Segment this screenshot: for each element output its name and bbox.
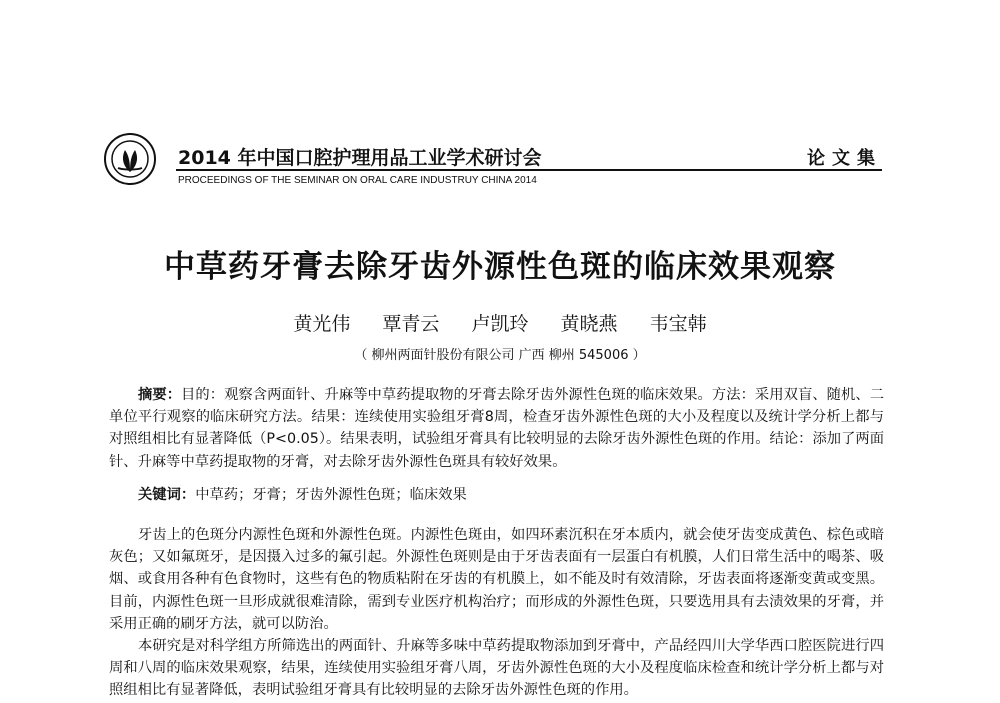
affiliation: （ 柳州两面针股份有限公司 广西 柳州 545006 ）	[354, 348, 646, 363]
author: 韦宝韩	[649, 313, 707, 335]
keywords-label: 关键词：	[138, 487, 196, 503]
header-divider	[176, 169, 882, 171]
author: 覃青云	[382, 313, 440, 335]
abstract-text: 目的：观察含两面针、升麻等中草药提取物的牙膏去除牙齿外源性色斑的临床效果。方法：采用双盲、随机、二单位平行观察的临床研究方法。结果：连续使用实验组牙膏8周，检查牙齿外源性色斑的大小及程度以及统计学分析上都与对照组相比有显著降低（P<0.05）。结果表明，试验组牙膏具有比较明显的去除牙齿外源性色斑的作用。结论：添加了两面针、升麻等中草药提取物的牙膏，对去除牙齿外源性色斑具有较好效果。	[109, 387, 885, 470]
keywords	[109, 484, 884, 506]
keywords-text: 中草药；牙膏；牙齿外源性色斑；临床效果	[195, 487, 467, 503]
section-label: 论文集	[807, 148, 882, 169]
abstract-label: 摘要：	[138, 387, 182, 403]
author: 黄光伟	[293, 313, 351, 335]
author: 卢凯玲	[471, 313, 529, 335]
abstract	[109, 384, 884, 473]
conference-subtitle: PROCEEDINGS OF THE SEMINAR ON ORAL CARE INDUSTRUY CHINA 2014	[178, 175, 537, 186]
paragraph: 本研究是对科学组方所筛选出的两面针、升麻等多味中草药提取物添加到牙膏中，产品经四川大学华西口腔医院进行四周和八周的临床效果观察，结果，连续使用实验组牙膏八周，牙齿外源性色斑的大小及程度临床检查和统计学分析上都与对照组相比有显著降低，表明试验组牙膏具有比较明显的去除牙齿外源性色斑的作用。	[109, 638, 884, 699]
author-list	[0, 309, 1000, 336]
paper-title: 中草药牙膏去除牙齿外源性色斑的临床效果观察	[164, 249, 836, 285]
conference-logo-icon	[103, 132, 157, 186]
body-text	[109, 524, 884, 702]
conference-title: 2014 年中国口腔护理用品工业学术研讨会	[178, 147, 542, 169]
author: 黄晓燕	[560, 313, 618, 335]
paragraph: 牙齿上的色斑分内源性色斑和外源性色斑。内源性色斑由，如四环素沉积在牙本质内，就会使牙齿变成黄色、棕色或暗灰色；又如氟斑牙，是因摄入过多的氟引起。外源性色斑则是由于牙齿表面有一层蛋白有机膜，人们日常生活中的喝茶、吸烟、或食用各种有色食物时，这些有色的物质粘附在牙齿的有机膜上，如不能及时有效清除，牙齿表面将逐渐变黄或变黑。目前，内源性色斑一旦形成就很难清除，需到专业医疗机构治疗；而形成的外源性色斑，只要选用具有去渍效果的牙膏，并采用正确的刷牙方法，就可以防治。	[109, 527, 884, 632]
